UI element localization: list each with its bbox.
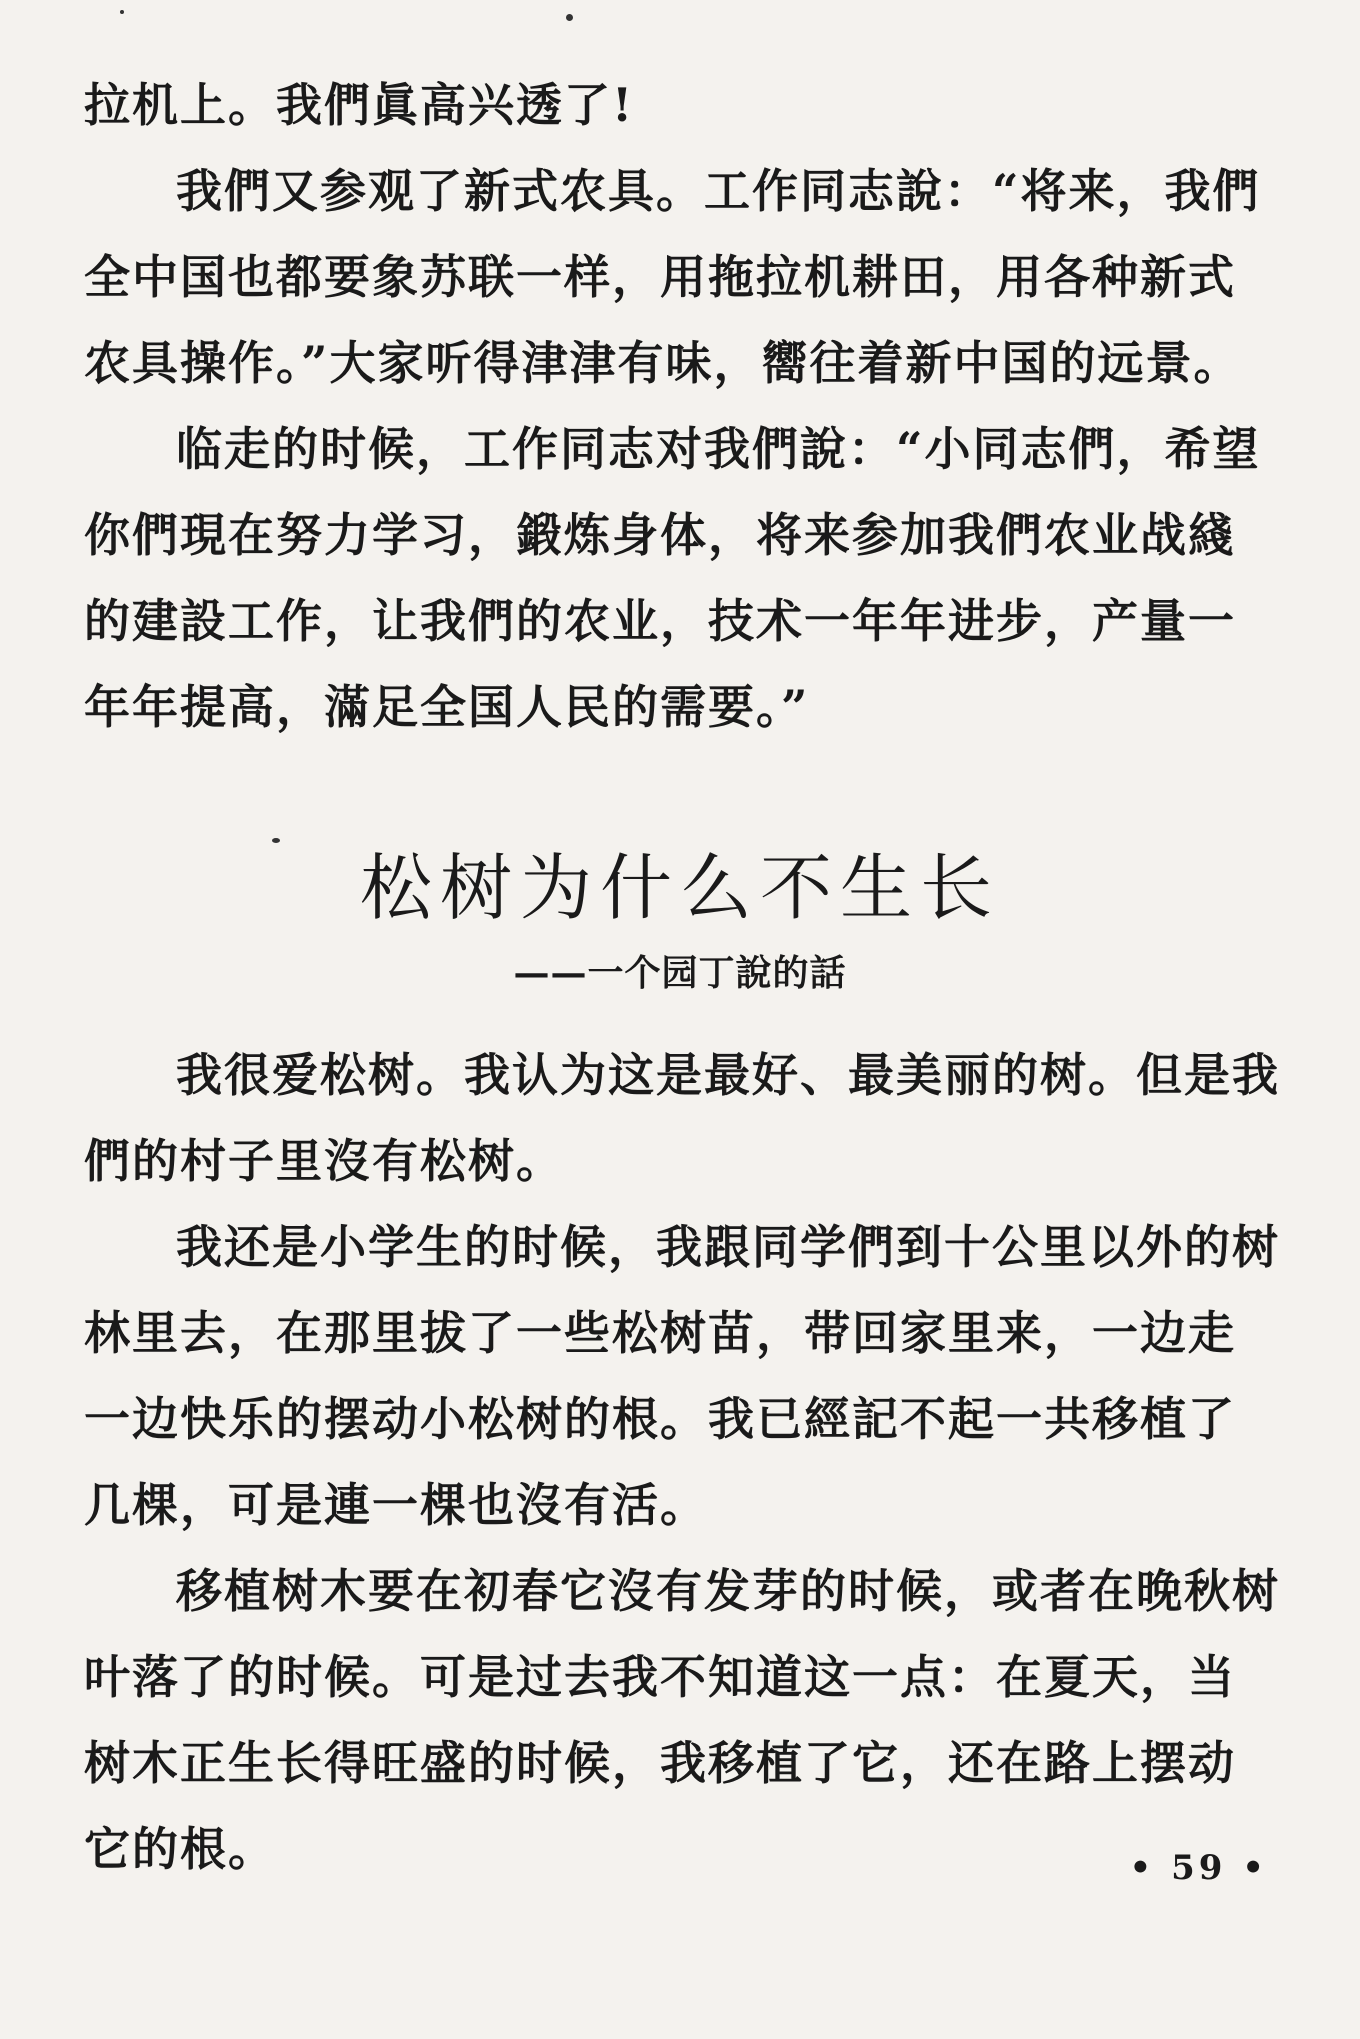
page-number: • 59 • <box>1129 1848 1268 1888</box>
paragraph: 我还是小学生的时候，我跟同学們到十公里以外的树林里去，在那里拔了一些松树苗，带回家里来，一边走一边快乐的摆动小松树的根。我已經記不起一共移植了几棵，可是連一棵也沒有活。 <box>84 1220 1280 1532</box>
previous-story-text <box>84 62 1280 750</box>
scan-speck <box>566 14 573 21</box>
paragraph: 移植树木要在初春它沒有发芽的时候，或者在晚秋树叶落了的时候。可是过去我不知道这一点：在夏天，当树木正生长得旺盛的时候，我移植了它，还在路上摆动它的根。 <box>84 1564 1280 1876</box>
story-text <box>84 1032 1280 1892</box>
paragraph: 临走的时候，工作同志对我們說：“小同志們，希望你們現在努力学习，鍛炼身体，将来参加我們农业战綫的建設工作，让我們的农业，技术一年年进步，产量一年年提高，滿足全国人民的需要。” <box>84 422 1261 734</box>
paragraph: 拉机上。我們眞高兴透了! <box>84 78 635 132</box>
paragraph: 我們又参观了新式农具。工作同志說：“将来，我們全中国也都要象苏联一样，用拖拉机耕田，用各种新式农具操作。”大家听得津津有味，嚮往着新中国的远景。 <box>84 164 1261 390</box>
story-title: 松树为什么不生长 <box>359 846 1000 930</box>
story-subtitle: ——一个园丁說的話 <box>513 952 847 994</box>
paragraph: 我很爱松树。我认为这是最好、最美丽的树。但是我們的村子里沒有松树。 <box>84 1048 1280 1188</box>
scan-speck <box>120 10 124 14</box>
